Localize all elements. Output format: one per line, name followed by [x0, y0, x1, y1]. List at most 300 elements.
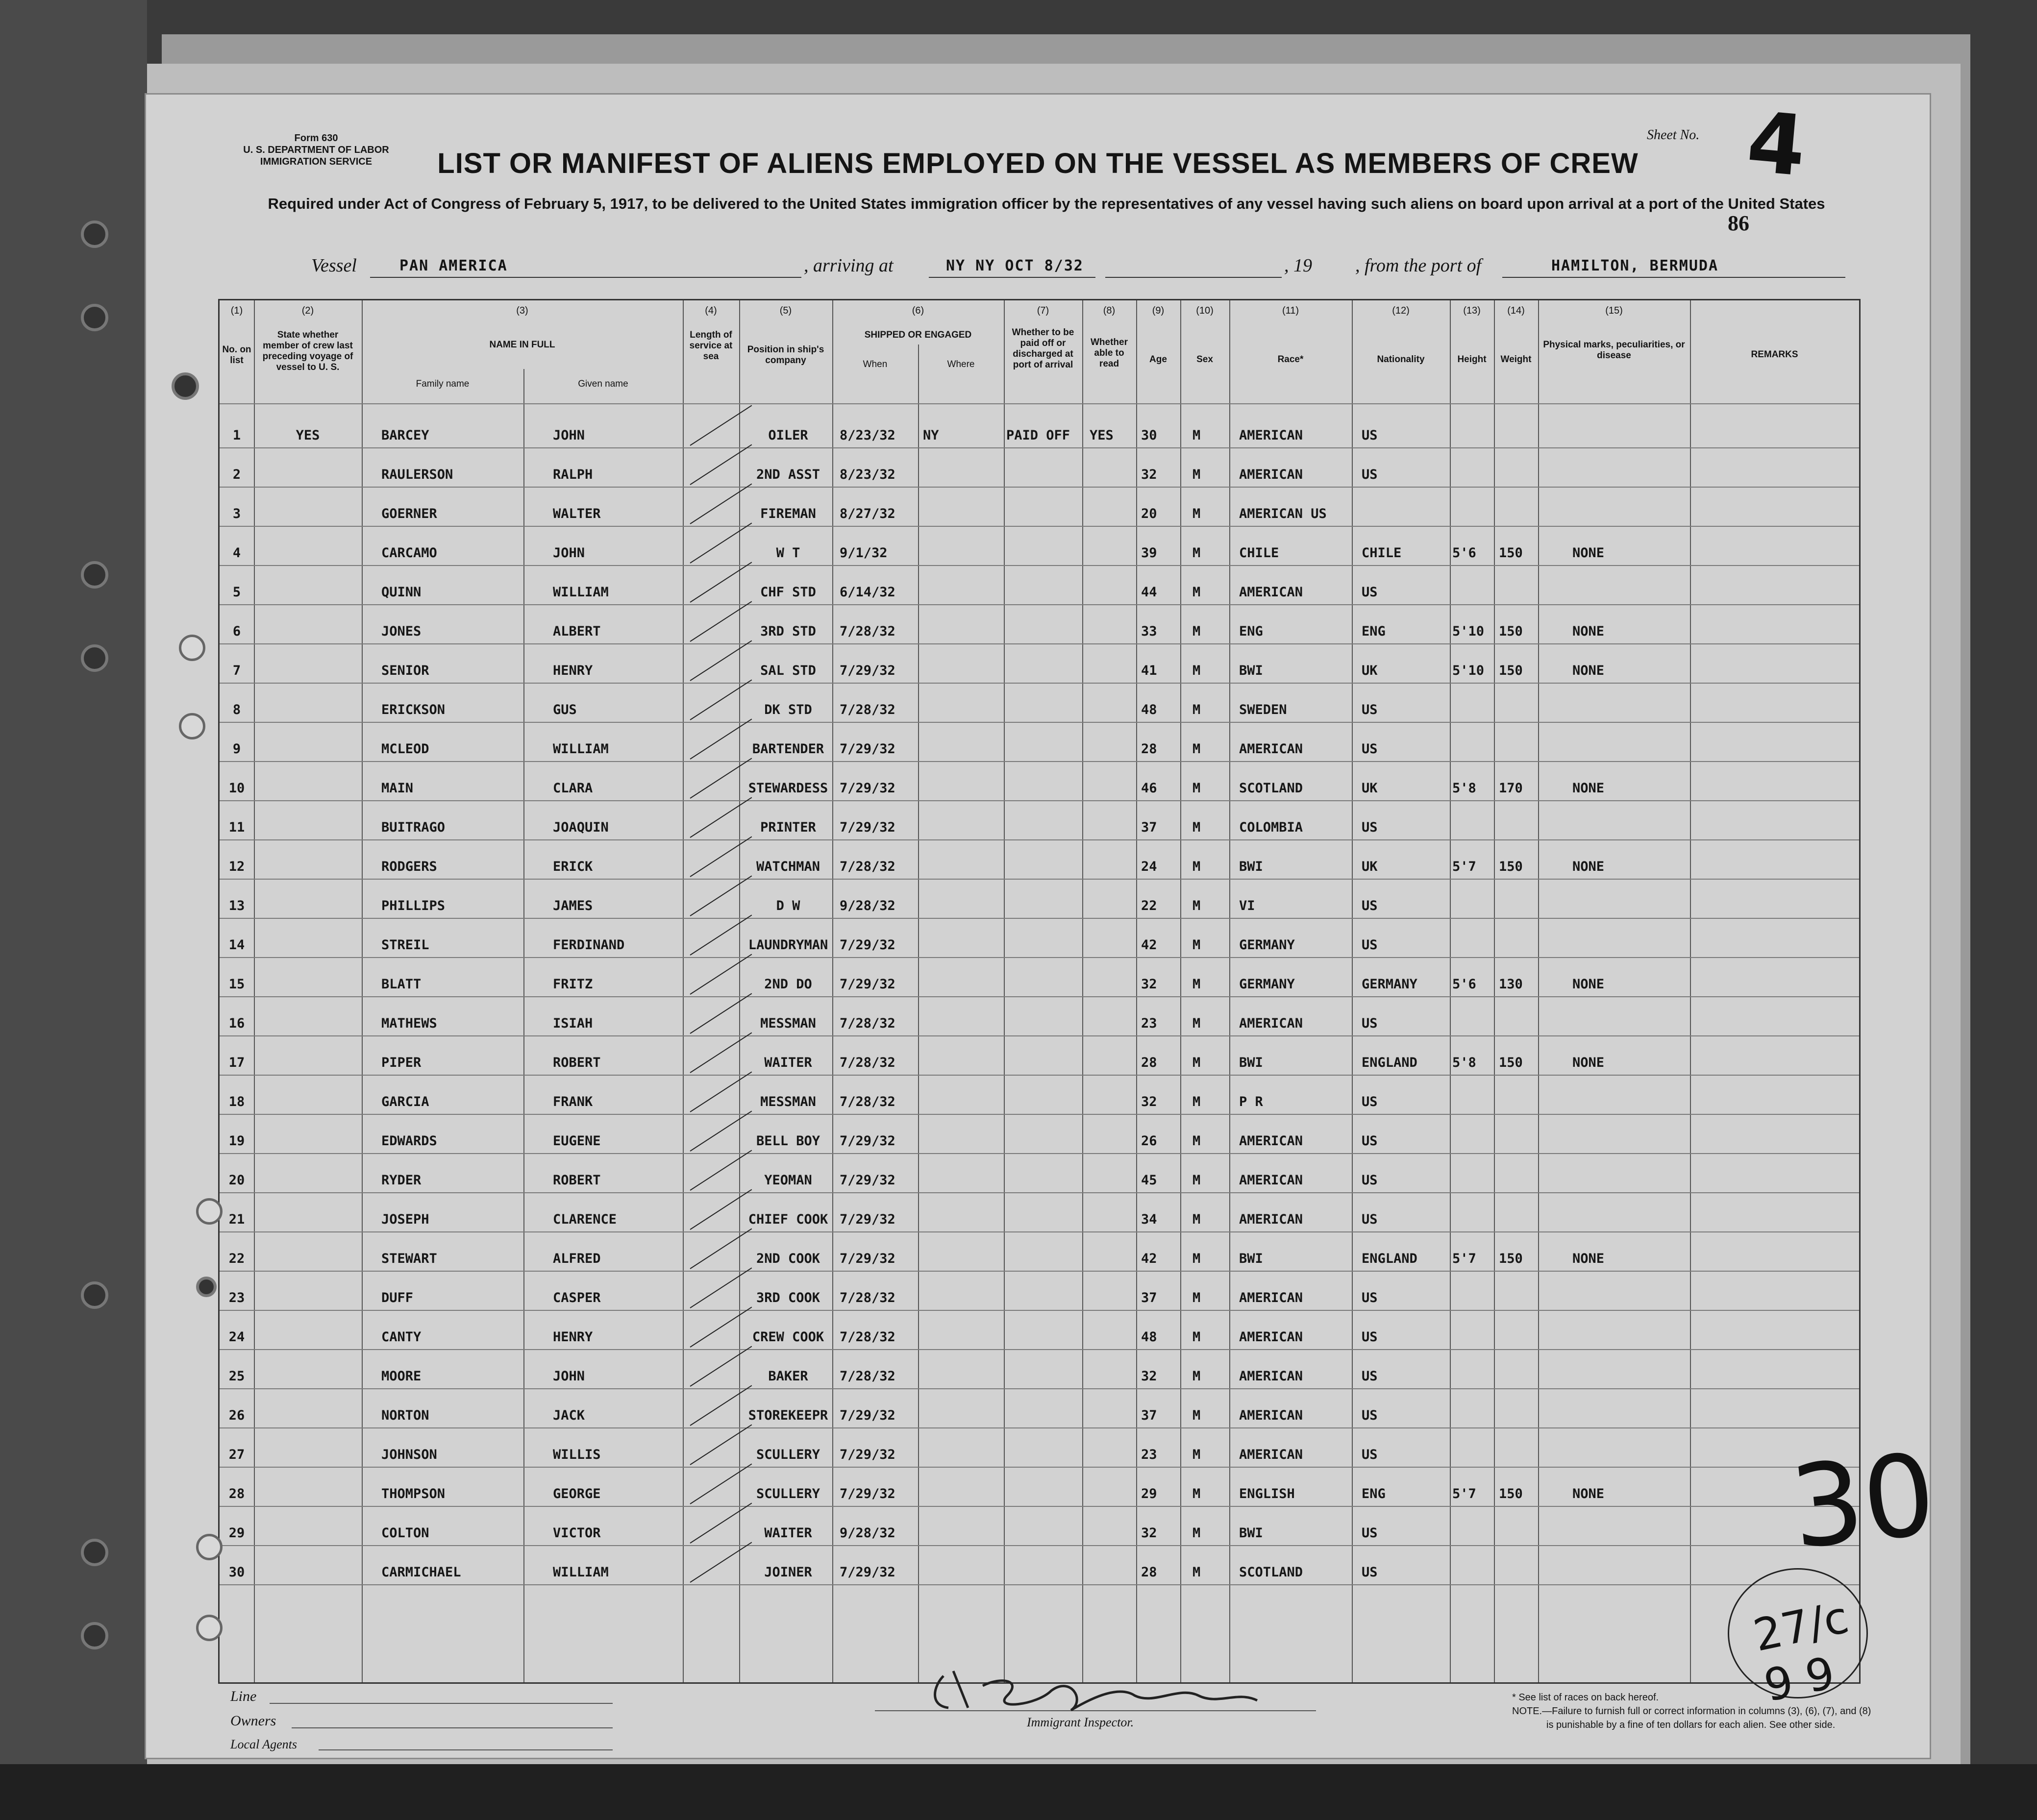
cell-race: BWI [1239, 859, 1263, 874]
header-race: Race* [1277, 354, 1304, 365]
form-identifier: Form 630 U. S. DEPARTMENT OF LABOR IMMIGRATION SERVICE [243, 133, 389, 167]
cell-when: 7/29/32 [840, 820, 895, 835]
cell-position: BELL BOY [756, 1133, 820, 1149]
cell-race: CHILE [1239, 545, 1279, 561]
cell-given-name: ALBERT [553, 624, 601, 639]
cell-weight: 150 [1499, 624, 1523, 639]
stamp-text: 27/c 9 9 [1749, 1591, 1853, 1712]
cell-no: 14 [228, 937, 245, 953]
cell-age: 37 [1141, 820, 1157, 835]
cell-given-name: ROBERT [553, 1055, 601, 1070]
row-rule [220, 1075, 1859, 1076]
header-remarks: REMARKS [1751, 349, 1798, 360]
cell-nationality: US [1362, 1290, 1378, 1305]
cell-race: SWEDEN [1239, 702, 1287, 717]
cell-position: 3RD STD [760, 624, 816, 639]
note-races: * See list of races on back hereof. [1512, 1692, 1659, 1703]
cell-no: 20 [228, 1173, 245, 1188]
cell-weight: 150 [1499, 1055, 1523, 1070]
cell-sex: M [1192, 1055, 1201, 1070]
header-height: Height [1457, 354, 1487, 365]
cell-position: 2ND DO [764, 977, 812, 992]
cell-age: 34 [1141, 1212, 1157, 1227]
inspector-signature [924, 1656, 1277, 1725]
cell-race: VI [1239, 898, 1255, 913]
cell-position: SCULLERY [756, 1486, 820, 1501]
cell-race: BWI [1239, 1055, 1263, 1070]
cell-family-name: CARCAMO [381, 545, 437, 561]
agents-label: Local Agents [230, 1737, 298, 1751]
cell-position: MESSMAN [760, 1094, 816, 1109]
cell-when: 7/29/32 [840, 1212, 895, 1227]
cell-sex: M [1192, 1486, 1201, 1501]
cell-when: 7/28/32 [840, 1329, 895, 1345]
cell-no: 28 [228, 1486, 245, 1501]
cell-age: 28 [1141, 1055, 1157, 1070]
note-failure: NOTE.—Failure to furnish full or correct information in columns (3), (6), (7), and (8) [1512, 1706, 1871, 1717]
cell-no: 16 [228, 1016, 245, 1031]
cell-age: 24 [1141, 859, 1157, 874]
cell-when: 7/28/32 [840, 859, 895, 874]
colnum-3: (3) [516, 305, 528, 316]
cell-no: 9 [232, 741, 241, 757]
cell-sex: M [1192, 624, 1201, 639]
cell-given-name: ALFRED [553, 1251, 601, 1266]
arriving-underline [929, 277, 1095, 278]
colnum-5: (5) [779, 305, 792, 316]
cell-family-name: BLATT [381, 977, 422, 992]
col-divider [1229, 300, 1230, 1682]
cell-no: 2 [232, 467, 241, 482]
binder-hole [81, 1281, 108, 1309]
cell-sex: M [1192, 1212, 1201, 1227]
cell-nationality: US [1362, 428, 1378, 443]
vessel-underline [370, 277, 801, 278]
cell-physical-marks: NONE [1572, 781, 1605, 796]
cell-age: 48 [1141, 702, 1157, 717]
cell-given-name: GUS [553, 702, 577, 717]
cell-position: BARTENDER [752, 741, 824, 757]
header-age: Age [1149, 354, 1167, 365]
cell-no: 17 [228, 1055, 245, 1070]
cell-sex: M [1192, 1133, 1201, 1149]
col-divider [683, 300, 684, 1682]
cell-when: 7/29/32 [840, 1447, 895, 1462]
cell-when: 7/28/32 [840, 1369, 895, 1384]
cell-sex: M [1192, 1329, 1201, 1345]
header-when: When [863, 359, 888, 369]
cell-age: 23 [1141, 1016, 1157, 1031]
cell-position: JOINER [764, 1565, 812, 1580]
cell-sex: M [1192, 1016, 1201, 1031]
cell-nationality: US [1362, 937, 1378, 953]
cell-age: 37 [1141, 1408, 1157, 1423]
binder-hole [179, 713, 205, 739]
cell-when: 7/29/32 [840, 977, 895, 992]
cell-given-name: GEORGE [553, 1486, 601, 1501]
binder-hole [196, 1615, 223, 1641]
cell-given-name: VICTOR [553, 1525, 601, 1541]
colnum-11: (11) [1282, 305, 1299, 316]
cell-read: YES [1090, 428, 1114, 443]
cell-sex: M [1192, 1290, 1201, 1305]
cell-family-name: EDWARDS [381, 1133, 437, 1149]
cell-position: 2ND COOK [756, 1251, 820, 1266]
cell-state: YES [296, 428, 320, 443]
cell-given-name: FRANK [553, 1094, 593, 1109]
header-bottom-rule [220, 403, 1859, 404]
cell-age: 42 [1141, 937, 1157, 953]
check-mark [690, 679, 752, 720]
scan-background [0, 1764, 2037, 1820]
row-rule [220, 565, 1859, 566]
cell-age: 37 [1141, 1290, 1157, 1305]
binder-hole [81, 1539, 108, 1566]
cell-nationality: US [1362, 1329, 1378, 1345]
row-rule [220, 643, 1859, 644]
cell-age: 22 [1141, 898, 1157, 913]
check-mark [690, 1071, 752, 1112]
cell-when: 7/29/32 [840, 1408, 895, 1423]
cell-race: AMERICAN [1239, 1369, 1303, 1384]
sheet-label: Sheet No. [1647, 127, 1700, 143]
from-underline [1502, 277, 1845, 278]
cell-position: BAKER [768, 1369, 808, 1384]
line-label: Line [230, 1688, 257, 1704]
cell-family-name: PIPER [381, 1055, 422, 1070]
row-rule [220, 1114, 1859, 1115]
cell-family-name: MAIN [381, 781, 414, 796]
cell-race: AMERICAN [1239, 741, 1303, 757]
cell-given-name: WILLIAM [553, 585, 609, 600]
cell-sex: M [1192, 545, 1201, 561]
check-mark [690, 1463, 752, 1504]
cell-position: D W [776, 898, 800, 913]
cell-position: W T [776, 545, 800, 561]
cell-when: 7/28/32 [840, 1290, 895, 1305]
cell-no: 8 [232, 702, 241, 717]
cell-sex: M [1192, 702, 1201, 717]
row-rule [220, 1506, 1859, 1507]
cell-given-name: JOHN [553, 1369, 585, 1384]
cell-no: 15 [228, 977, 245, 992]
owners-underline [292, 1727, 613, 1728]
col-divider [1004, 300, 1005, 1682]
cell-nationality: ENGLAND [1362, 1251, 1417, 1266]
cell-race: AMERICAN [1239, 1329, 1303, 1345]
cell-when: 7/28/32 [840, 702, 895, 717]
cell-nationality: US [1362, 898, 1378, 913]
binder-hole [172, 372, 199, 400]
check-mark [690, 601, 752, 641]
cell-family-name: MOORE [381, 1369, 422, 1384]
cell-height: 5'10 [1452, 624, 1485, 639]
cell-race: AMERICAN [1239, 1408, 1303, 1423]
cell-race: AMERICAN [1239, 1447, 1303, 1462]
binder-hole [81, 1622, 108, 1649]
header-where: Where [947, 359, 975, 369]
cell-height: 5'7 [1452, 859, 1476, 874]
cell-nationality: US [1362, 1173, 1378, 1188]
row-rule [220, 1584, 1859, 1585]
cell-given-name: HENRY [553, 663, 593, 678]
cell-given-name: ROBERT [553, 1173, 601, 1188]
binder-hole [196, 1198, 223, 1225]
cell-race: GERMANY [1239, 977, 1295, 992]
from-value: HAMILTON, BERMUDA [1551, 257, 1719, 274]
cell-physical-marks: NONE [1572, 1251, 1605, 1266]
check-mark [690, 1346, 752, 1386]
row-rule [220, 996, 1859, 997]
check-mark [690, 914, 752, 955]
cell-family-name: SENIOR [381, 663, 429, 678]
cell-race: BWI [1239, 663, 1263, 678]
check-mark [690, 836, 752, 877]
cell-nationality: US [1362, 1133, 1378, 1149]
row-rule [220, 1545, 1859, 1546]
page-subtitle: Required under Act of Congress of February 5, 1917, to be delivered to the United States immigration officer by the representatives of any vessel having such aliens on board upon arrival at a port of the United States [268, 195, 1825, 212]
cell-nationality: US [1362, 820, 1378, 835]
check-mark [690, 1502, 752, 1543]
col-divider [832, 300, 833, 1682]
row-rule [220, 683, 1859, 684]
cell-given-name: HENRY [553, 1329, 593, 1345]
cell-height: 5'7 [1452, 1251, 1476, 1266]
cell-given-name: CLARA [553, 781, 593, 796]
cell-age: 28 [1141, 1565, 1157, 1580]
owners-label: Owners [230, 1713, 276, 1729]
header-no-on-list: No. on list [222, 344, 251, 366]
row-rule [220, 879, 1859, 880]
inspection-stamp [1728, 1568, 1868, 1712]
cell-family-name: JONES [381, 624, 422, 639]
note-fine: is punishable by a fine of ten dollars for each alien. See other side. [1546, 1720, 1836, 1730]
cell-family-name: COLTON [381, 1525, 429, 1541]
colnum-1: (1) [230, 305, 243, 316]
binder-hole [81, 221, 108, 248]
check-mark [690, 1228, 752, 1269]
cell-age: 30 [1141, 428, 1157, 443]
cell-sex: M [1192, 1408, 1201, 1423]
cell-position: OILER [768, 428, 808, 443]
row-rule [220, 957, 1859, 958]
col-divider [1450, 300, 1451, 1682]
cell-nationality: US [1362, 1525, 1378, 1541]
cell-height: 5'6 [1452, 545, 1476, 561]
colnum-15: (15) [1605, 305, 1623, 316]
cell-weight: 170 [1499, 781, 1523, 796]
cell-weight: 150 [1499, 545, 1523, 561]
check-mark [690, 522, 752, 563]
cell-family-name: CARMICHAEL [381, 1565, 461, 1580]
cell-race: P R [1239, 1094, 1263, 1109]
check-mark [690, 640, 752, 681]
cell-weight: 150 [1499, 1486, 1523, 1501]
cell-age: 45 [1141, 1173, 1157, 1188]
colnum-2: (2) [301, 305, 314, 316]
cell-nationality: US [1362, 1565, 1378, 1580]
cell-when: 7/29/32 [840, 1173, 895, 1188]
check-mark [690, 405, 752, 445]
cell-family-name: JOSEPH [381, 1212, 429, 1227]
cell-position: 3RD COOK [756, 1290, 820, 1305]
cell-sex: M [1192, 467, 1201, 482]
colnum-12: (12) [1392, 305, 1410, 316]
cell-no: 26 [228, 1408, 245, 1423]
check-mark [690, 1385, 752, 1426]
cell-no: 29 [228, 1525, 245, 1541]
check-mark [690, 1110, 752, 1151]
cell-position: DK STD [764, 702, 812, 717]
cell-when: 7/29/32 [840, 1133, 895, 1149]
check-mark [690, 758, 752, 798]
cell-physical-marks: NONE [1572, 624, 1605, 639]
binder-hole [179, 635, 205, 661]
cell-no: 27 [228, 1447, 245, 1462]
cell-no: 18 [228, 1094, 245, 1109]
cell-family-name: DUFF [381, 1290, 414, 1305]
cell-given-name: WILLIAM [553, 741, 609, 757]
cell-when: 9/28/32 [840, 898, 895, 913]
col-divider [1690, 300, 1691, 1682]
header-state-whether: State whether member of crew last preceding voyage of vessel to U. S. [262, 330, 353, 372]
cell-no: 3 [232, 506, 241, 521]
cell-age: 26 [1141, 1133, 1157, 1149]
cell-nationality: CHILE [1362, 545, 1402, 561]
cell-when: 8/23/32 [840, 467, 895, 482]
cell-height: 5'7 [1452, 1486, 1476, 1501]
colnum-8: (8) [1103, 305, 1116, 316]
cell-sex: M [1192, 741, 1201, 757]
row-rule [220, 1192, 1859, 1193]
cell-age: 32 [1141, 1525, 1157, 1541]
cell-age: 46 [1141, 781, 1157, 796]
cell-position: CHF STD [760, 585, 816, 600]
check-mark [690, 797, 752, 837]
check-mark [690, 875, 752, 916]
check-mark [690, 1306, 752, 1347]
cell-family-name: RAULERSON [381, 467, 453, 482]
cell-position: WATCHMAN [756, 859, 820, 874]
cell-nationality: US [1362, 741, 1378, 757]
cell-weight: 150 [1499, 663, 1523, 678]
cell-family-name: STEWART [381, 1251, 437, 1266]
cell-sex: M [1192, 859, 1201, 874]
row-rule [220, 447, 1859, 448]
cell-age: 33 [1141, 624, 1157, 639]
cell-sex: M [1192, 1173, 1201, 1188]
col-divider [1082, 300, 1083, 1682]
check-mark [690, 1032, 752, 1073]
colnum-13: (13) [1463, 305, 1481, 316]
cell-physical-marks: NONE [1572, 859, 1605, 874]
arriving-value: NY NY OCT 8/32 [946, 257, 1084, 274]
colnum-7: (7) [1037, 305, 1049, 316]
cell-age: 44 [1141, 585, 1157, 600]
cell-age: 28 [1141, 741, 1157, 757]
header-nationality: Nationality [1377, 354, 1425, 365]
row-rule [220, 1231, 1859, 1232]
row-rule [220, 1388, 1859, 1389]
cell-sex: M [1192, 1565, 1201, 1580]
binder-hole [81, 561, 108, 589]
cell-nationality: ENG [1362, 624, 1386, 639]
cell-sex: M [1192, 781, 1201, 796]
cell-family-name: NORTON [381, 1408, 429, 1423]
cell-race: AMERICAN [1239, 1173, 1303, 1188]
cell-age: 23 [1141, 1447, 1157, 1462]
cell-when: 9/28/32 [840, 1525, 895, 1541]
cell-sex: M [1192, 1525, 1201, 1541]
cell-nationality: UK [1362, 663, 1378, 678]
cell-age: 32 [1141, 467, 1157, 482]
cell-position: WAITER [764, 1055, 812, 1070]
cell-no: 19 [228, 1133, 245, 1149]
scan-background [0, 0, 147, 1820]
cell-sex: M [1192, 977, 1201, 992]
cell-weight: 150 [1499, 859, 1523, 874]
cell-given-name: JOHN [553, 428, 585, 443]
cell-no: 6 [232, 624, 241, 639]
cell-when: 8/23/32 [840, 428, 895, 443]
cell-when: 7/29/32 [840, 937, 895, 953]
agents-underline [319, 1749, 613, 1750]
cell-race: AMERICAN [1239, 585, 1303, 600]
cell-position: 2ND ASST [756, 467, 820, 482]
cell-nationality: UK [1362, 859, 1378, 874]
cell-sex: M [1192, 937, 1201, 953]
row-rule [220, 604, 1859, 605]
cell-race: GERMANY [1239, 937, 1295, 953]
cell-paid-off: PAID OFF [1006, 428, 1070, 443]
check-mark [690, 562, 752, 602]
cell-race: SCOTLAND [1239, 781, 1303, 796]
cell-no: 4 [232, 545, 241, 561]
cell-age: 29 [1141, 1486, 1157, 1501]
cell-family-name: RODGERS [381, 859, 437, 874]
cell-nationality: US [1362, 1408, 1378, 1423]
cell-when: 8/27/32 [840, 506, 895, 521]
check-mark [690, 1267, 752, 1308]
cell-family-name: PHILLIPS [381, 898, 446, 913]
cell-given-name: FERDINAND [553, 937, 625, 953]
cell-sex: M [1192, 663, 1201, 678]
colnum-10: (10) [1196, 305, 1214, 316]
cell-position: PRINTER [760, 820, 816, 835]
cell-height: 5'6 [1452, 977, 1476, 992]
cell-race: AMERICAN US [1239, 506, 1327, 521]
cell-no: 5 [232, 585, 241, 600]
cell-height: 5'8 [1452, 781, 1476, 796]
cell-position: STOREKEEPR [748, 1408, 828, 1423]
cell-physical-marks: NONE [1572, 1055, 1605, 1070]
cell-when: 7/28/32 [840, 624, 895, 639]
cell-race: BWI [1239, 1251, 1263, 1266]
cell-given-name: ISIAH [553, 1016, 593, 1031]
col-divider [1352, 300, 1353, 1682]
cell-height: 5'8 [1452, 1055, 1476, 1070]
cell-race: ENG [1239, 624, 1263, 639]
cell-family-name: RYDER [381, 1173, 422, 1188]
cell-nationality: GERMANY [1362, 977, 1417, 992]
cell-family-name: BARCEY [381, 428, 429, 443]
row-rule [220, 487, 1859, 488]
cell-sex: M [1192, 1369, 1201, 1384]
line-underline [270, 1703, 613, 1704]
colnum-6: (6) [912, 305, 924, 316]
cell-when: 7/28/32 [840, 1016, 895, 1031]
header-shipped: SHIPPED OR ENGAGED [864, 330, 972, 340]
